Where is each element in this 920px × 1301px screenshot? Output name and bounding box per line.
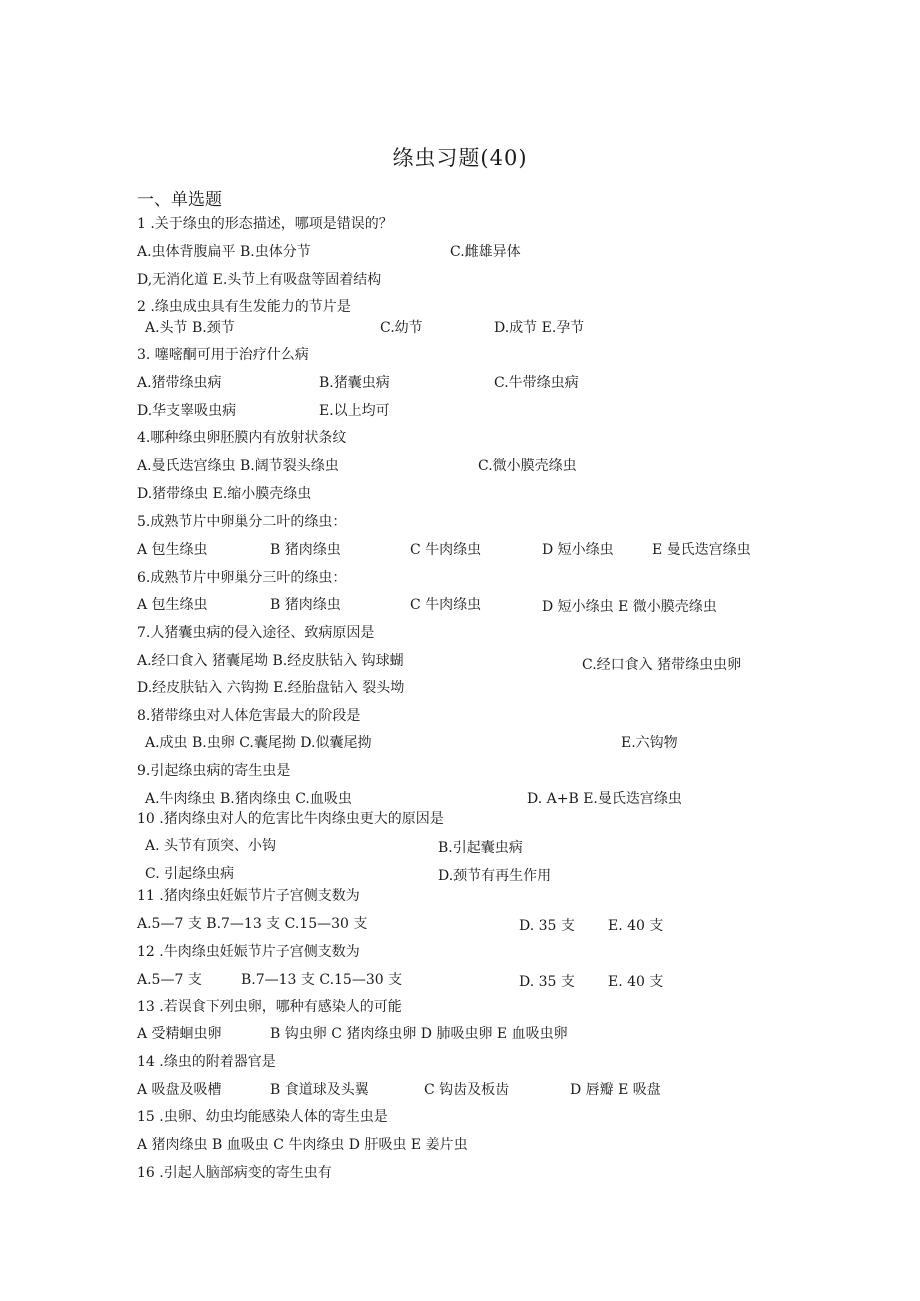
option-text: D.颈节有再生作用 [438, 868, 552, 884]
question-text: 15 .虫卵、幼虫均能感染人体的寄生虫是 [137, 1109, 388, 1125]
question-text: 13 .若误食下列虫卵，哪种有感染人的可能 [137, 999, 402, 1015]
question-text: 4.哪种绦虫卵胚膜内有放射状条纹 [137, 430, 347, 446]
option-text: D 唇瓣 E 吸盘 [570, 1082, 661, 1098]
page-title: 绦虫习题(40) [392, 146, 528, 170]
option-text: C.雌雄异体 [450, 244, 521, 260]
question-text: 8.猪带绦虫对人体危害最大的阶段是 [137, 708, 361, 724]
option-text: B 食道球及头翼 [270, 1082, 369, 1098]
option-text: C 钩齿及板齿 [424, 1082, 510, 1098]
question-text: 14 .绦虫的附着器官是 [137, 1054, 276, 1070]
option-text: D.经皮肤钻入 六钩拗 E.经胎盘钻入 裂头坳 [137, 680, 405, 696]
question-text: 6.成熟节片中卵巢分三叶的绦虫： [137, 570, 347, 586]
option-text: D. 35 支 [519, 918, 575, 934]
option-text: D. 35 支 [519, 974, 575, 990]
option-text: A.曼氏迭宫绦虫 B.阔节裂头绦虫 [137, 458, 339, 474]
option-text: A.虫体背腹扁平 B.虫体分节 [137, 244, 311, 260]
option-text: C.经口食入 猪带绦虫虫卵 [582, 657, 742, 673]
option-text: B.7—13 支 C.15—30 支 [241, 972, 403, 988]
option-text: E. 40 支 [608, 974, 664, 990]
option-text: B.猪囊虫病 [319, 375, 390, 391]
option-text: A.经口食入 猪囊尾坳 B.经皮肤钻入 钩球蝴 [137, 653, 404, 669]
option-text: C.牛带绦虫病 [494, 375, 579, 391]
option-text: D,无消化道 E.头节上有吸盘等固着结构 [137, 272, 382, 288]
option-text: A.猪带绦虫病 [137, 375, 222, 391]
section-heading: 一、单选题 [137, 190, 222, 210]
option-text: D.成节 E.孕节 [494, 320, 585, 336]
question-text: 5.成熟节片中卵巢分二叶的绦虫： [137, 514, 347, 530]
option-text: A 吸盘及吸槽 [137, 1082, 222, 1098]
question-text: 7.人猪囊虫病的侵入途径、致病原因是 [137, 625, 375, 641]
question-text: 10 .猪肉绦虫对人的危害比牛肉绦虫更大的原因是 [137, 811, 444, 827]
option-text: B 钩虫卵 C 猪肉绦虫卵 D 肺吸虫卵 E 血吸虫卵 [270, 1026, 568, 1042]
option-text: B 猪肉绦虫 [270, 597, 341, 613]
option-text: D.猪带绦虫 E.缩小膜壳绦虫 [137, 486, 312, 502]
question-text: 3. 噻嘧酮可用于治疗什么病 [137, 347, 309, 363]
question-text: 1 .关于绦虫的形态描述，哪项是错误的？ [137, 216, 393, 232]
option-text: A 猪肉绦虫 B 血吸虫 C 牛肉绦虫 D 肝吸虫 E 姜片虫 [137, 1137, 468, 1153]
option-text: D 短小绦虫 [542, 542, 614, 558]
option-text: E.六钩物 [621, 735, 678, 751]
option-text: C 牛肉绦虫 [410, 597, 482, 613]
option-text: E 曼氏迭宫绦虫 [652, 542, 751, 558]
option-text: B 猪肉绦虫 [270, 542, 341, 558]
question-text: 16 .引起人脑部病变的寄生虫有 [137, 1165, 332, 1181]
option-text: A.牛肉绦虫 B.猪肉绦虫 C.血吸虫 [145, 791, 352, 807]
option-text: A 包生绦虫 [137, 597, 208, 613]
option-text: D.华支睾吸虫病 [137, 403, 237, 419]
question-text: 11 .猪肉绦虫妊娠节片子宫侧支数为 [137, 888, 360, 904]
option-text: A 受精蛔虫卵 [137, 1026, 222, 1042]
question-text: 2 .绦虫成虫具有生发能力的节片是 [137, 299, 351, 315]
question-text: 12 .牛肉绦虫妊娠节片子宫侧支数为 [137, 944, 360, 960]
option-text: C.微小膜壳绦虫 [478, 458, 577, 474]
option-text: D 短小绦虫 E 微小膜壳绦虫 [542, 599, 717, 615]
option-text: C.幼节 [380, 320, 423, 336]
option-text: D. A+B E.曼氏迭宫绦虫 [527, 791, 682, 807]
option-text: C. 引起绦虫病 [145, 866, 235, 882]
option-text: A.5—7 支 B.7—13 支 C.15—30 支 [137, 916, 368, 932]
option-text: C 牛肉绦虫 [410, 542, 482, 558]
option-text: A. 头节有顶突、小钩 [145, 838, 277, 854]
option-text: A.头节 B.颈节 [145, 320, 235, 336]
option-text: E.以上均可 [319, 403, 390, 419]
option-text: E. 40 支 [608, 918, 664, 934]
option-text: B.引起囊虫病 [438, 840, 523, 856]
option-text: A 包生绦虫 [137, 542, 208, 558]
option-text: A.5—7 支 [137, 972, 202, 988]
option-text: A.成虫 B.虫卵 C.囊尾拗 D.似囊尾拗 [145, 735, 372, 751]
question-text: 9.引起绦虫病的寄生虫是 [137, 763, 291, 779]
